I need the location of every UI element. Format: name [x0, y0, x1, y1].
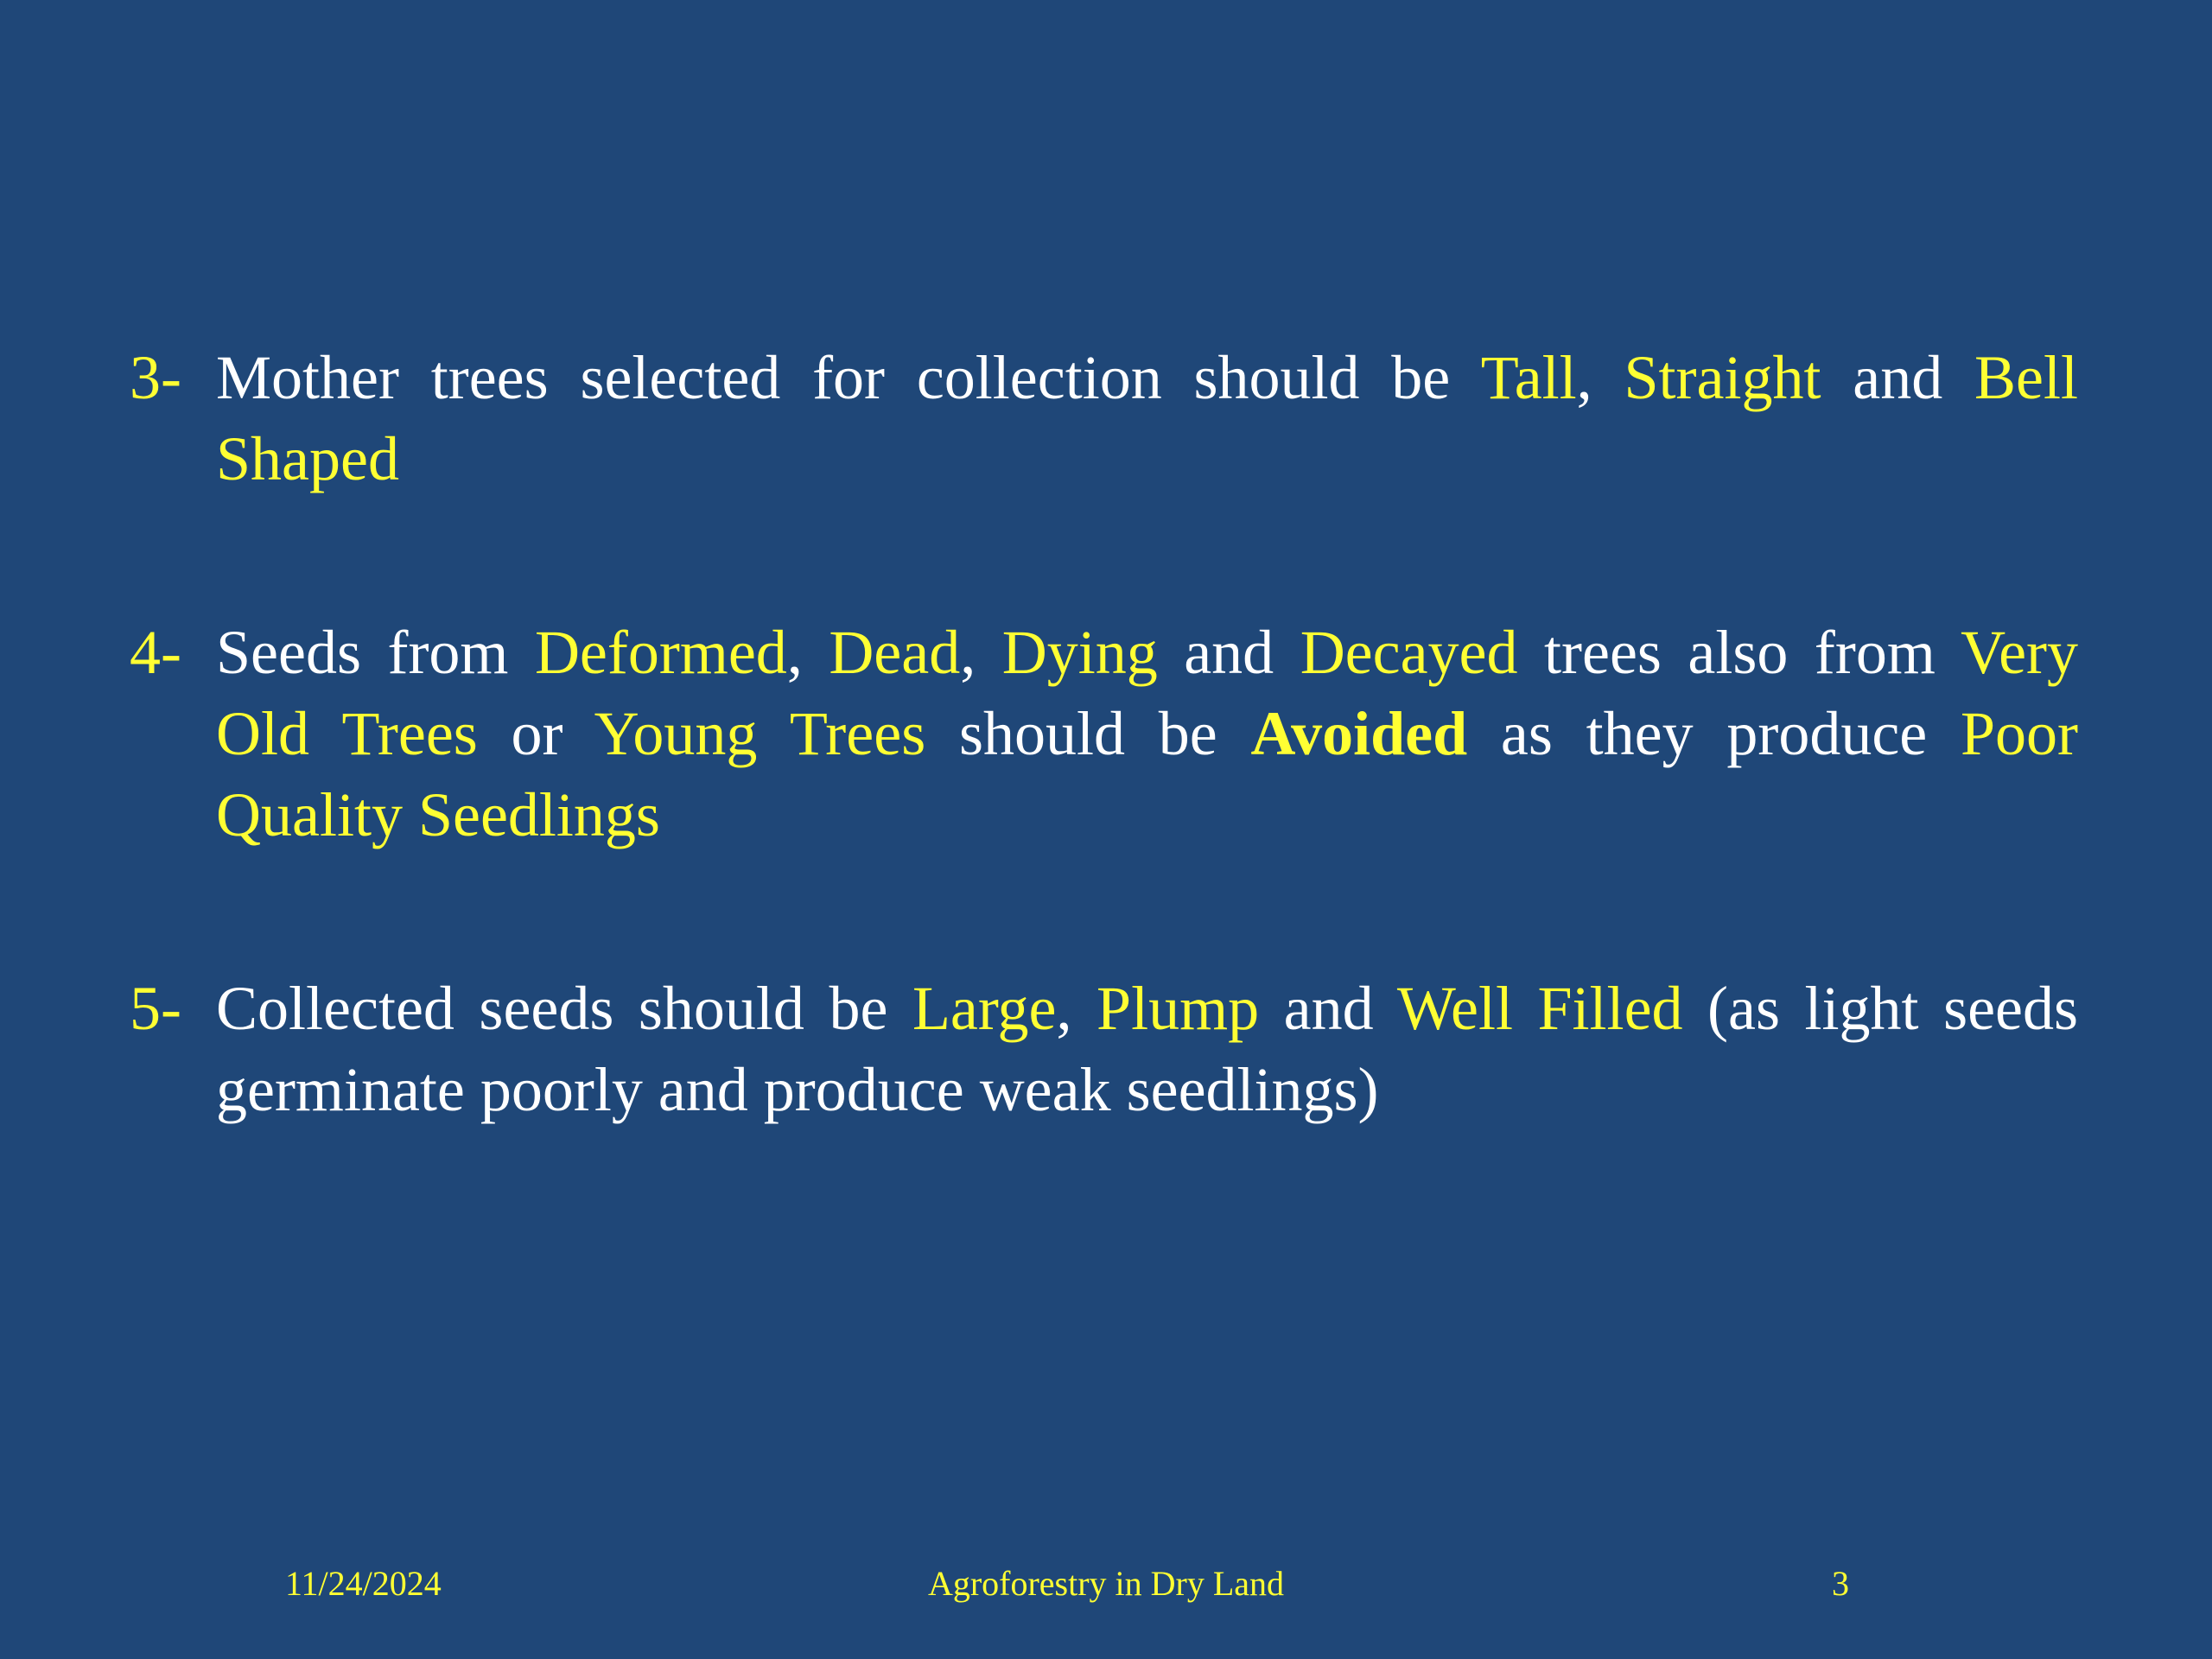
highlight-text: Dying: [1001, 618, 1158, 687]
item-text: and: [1157, 618, 1300, 687]
footer-date: 11/24/2024: [285, 1564, 442, 1603]
highlight-text: Poor Quality Seedlings: [216, 699, 2079, 849]
highlight-bold-text: Avoided: [1250, 699, 1468, 768]
highlight-text: Well Filled: [1396, 974, 1683, 1043]
item-number: 4-: [130, 618, 181, 687]
highlight-text: Plump: [1096, 974, 1260, 1043]
item-number: 3-: [130, 343, 181, 412]
item-text: should be: [925, 699, 1251, 768]
item-text: ,: [1576, 343, 1624, 412]
item-text: ,: [786, 618, 830, 687]
highlight-text: Large: [912, 974, 1057, 1043]
list-item-5: [130, 968, 2078, 1130]
highlight-text: Bell Shaped: [216, 343, 2078, 493]
list-item-3: [130, 337, 2078, 499]
item-text: and: [1259, 974, 1397, 1043]
item-text: Seeds from: [216, 618, 535, 687]
item-text: Mother trees selected for collection should be: [216, 343, 1481, 412]
list-item-4: [130, 612, 2078, 855]
highlight-text: Deformed: [534, 618, 787, 687]
highlight-text: Tall: [1480, 343, 1577, 412]
item-text: ,: [1056, 974, 1097, 1043]
item-text: Collected seeds should be: [216, 974, 912, 1043]
footer-title: Agroforestry in Dry Land: [927, 1564, 1285, 1603]
highlight-text: Very Old Trees: [216, 618, 2079, 768]
item-text: ,: [960, 618, 1002, 687]
highlight-text: Decayed: [1300, 618, 1518, 687]
highlight-text: Dead: [829, 618, 961, 687]
item-text: (as light seeds germinate poorly and produce weak seedlings): [216, 974, 2079, 1124]
item-text: trees also from: [1517, 618, 1961, 687]
item-text: or: [477, 699, 594, 768]
slide-content: [130, 337, 2078, 1130]
item-text: and: [1821, 343, 1974, 412]
item-number: 5-: [130, 974, 181, 1043]
footer-page-number: 3: [1832, 1564, 1849, 1603]
highlight-text: Young Trees: [594, 699, 926, 768]
highlight-text: Straight: [1624, 343, 1821, 412]
item-text: as they produce: [1467, 699, 1961, 768]
